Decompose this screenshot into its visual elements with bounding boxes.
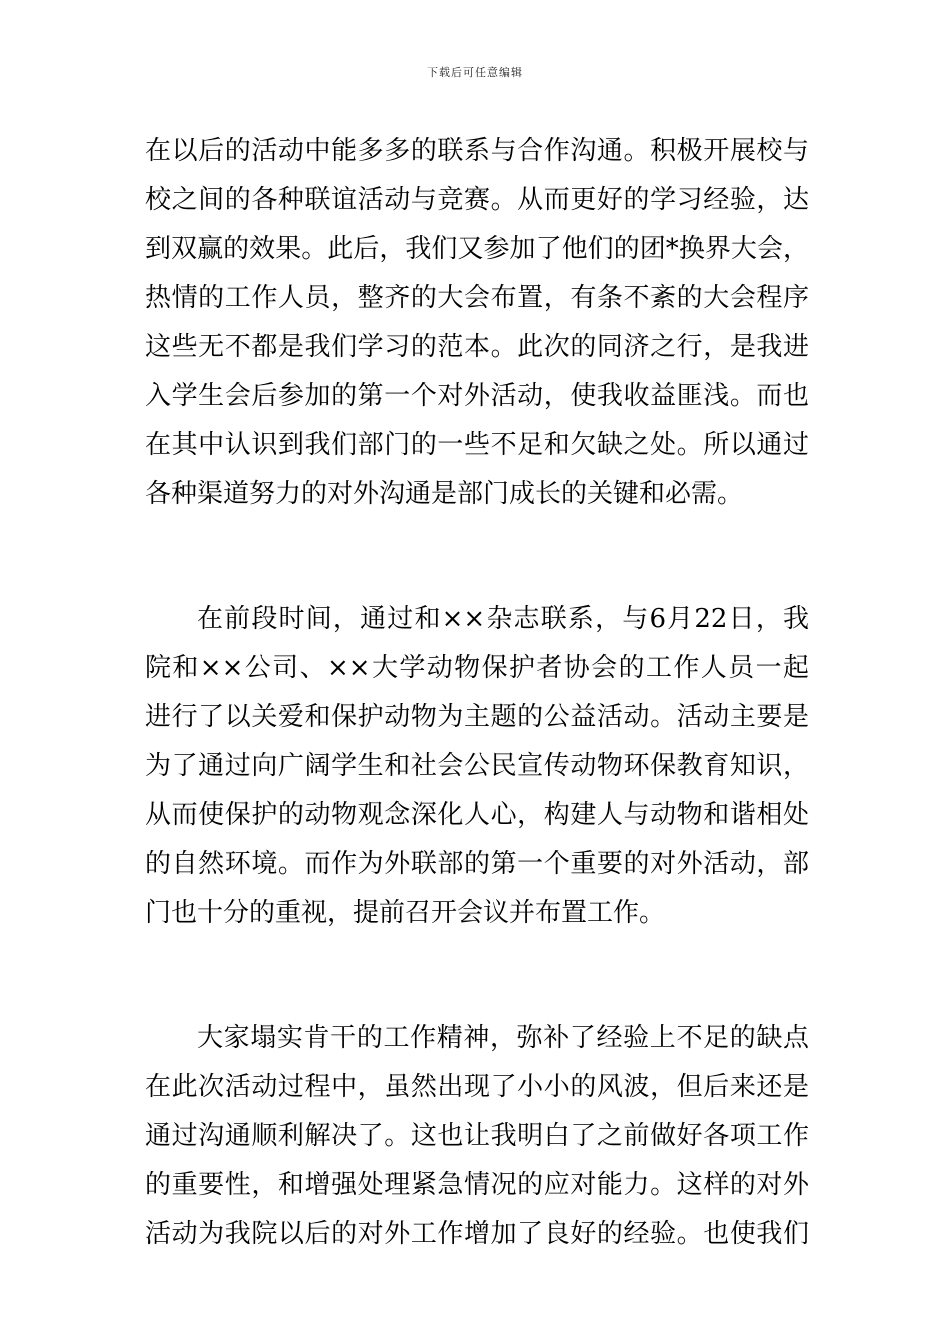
text-line: 为了通过向广阔学生和社会公民宣传动物环保教育知识， bbox=[145, 751, 809, 781]
paragraph-3 bbox=[145, 1014, 809, 1259]
text-line: 热情的工作人员，整齐的大会布置，有条不紊的大会程序 bbox=[145, 283, 809, 313]
text-line: 各种渠道努力的对外沟通是部门成长的关键和必需。 bbox=[145, 479, 744, 509]
text-line: 校之间的各种联谊活动与竞赛。从而更好的学习经验，达 bbox=[145, 185, 809, 215]
text-line: 到双赢的效果。此后，我们又参加了他们的团*换界大会， bbox=[145, 234, 809, 264]
text-line: 从而使保护的动物观念深化人心，构建人与动物和谐相处 bbox=[145, 800, 809, 830]
text-line: 进行了以关爱和保护动物为主题的公益活动。活动主要是 bbox=[145, 702, 809, 732]
text-line: 在此次活动过程中，虽然出现了小小的风波，但后来还是 bbox=[145, 1072, 809, 1102]
paragraph-gap bbox=[145, 519, 809, 595]
paragraph-gap bbox=[145, 938, 809, 1014]
text-line: 入学生会后参加的第一个对外活动，使我收益匪浅。而也 bbox=[145, 381, 809, 411]
header-note: 下载后可任意编辑 bbox=[427, 66, 523, 79]
text-line: 门也十分的重视，提前召开会议并布置工作。 bbox=[145, 898, 666, 928]
text-line: 院和××公司、××大学动物保护者协会的工作人员一起 bbox=[145, 653, 809, 683]
text-line: 在以后的活动中能多多的联系与合作沟通。积极开展校与 bbox=[145, 136, 809, 166]
text-line: 通过沟通顺利解决了。这也让我明白了之前做好各项工作 bbox=[145, 1121, 809, 1151]
text-line: 的自然环境。而作为外联部的第一个重要的对外活动，部 bbox=[145, 849, 809, 879]
text-line: 这些无不都是我们学习的范本。此次的同济之行，是我进 bbox=[145, 332, 809, 362]
document-body bbox=[145, 127, 809, 1259]
text-line: 大家塌实肯干的工作精神，弥补了经验上不足的缺点 bbox=[197, 1023, 809, 1053]
text-line: 在前段时间，通过和××杂志联系，与6月22日，我 bbox=[197, 604, 809, 634]
paragraph-2 bbox=[145, 595, 809, 938]
paragraph-1 bbox=[145, 127, 809, 519]
text-line: 的重要性，和增强处理紧急情况的应对能力。这样的对外 bbox=[145, 1170, 809, 1200]
text-line: 活动为我院以后的对外工作增加了良好的经验。也使我们 bbox=[145, 1219, 809, 1249]
text-line: 在其中认识到我们部门的一些不足和欠缺之处。所以通过 bbox=[145, 430, 809, 460]
